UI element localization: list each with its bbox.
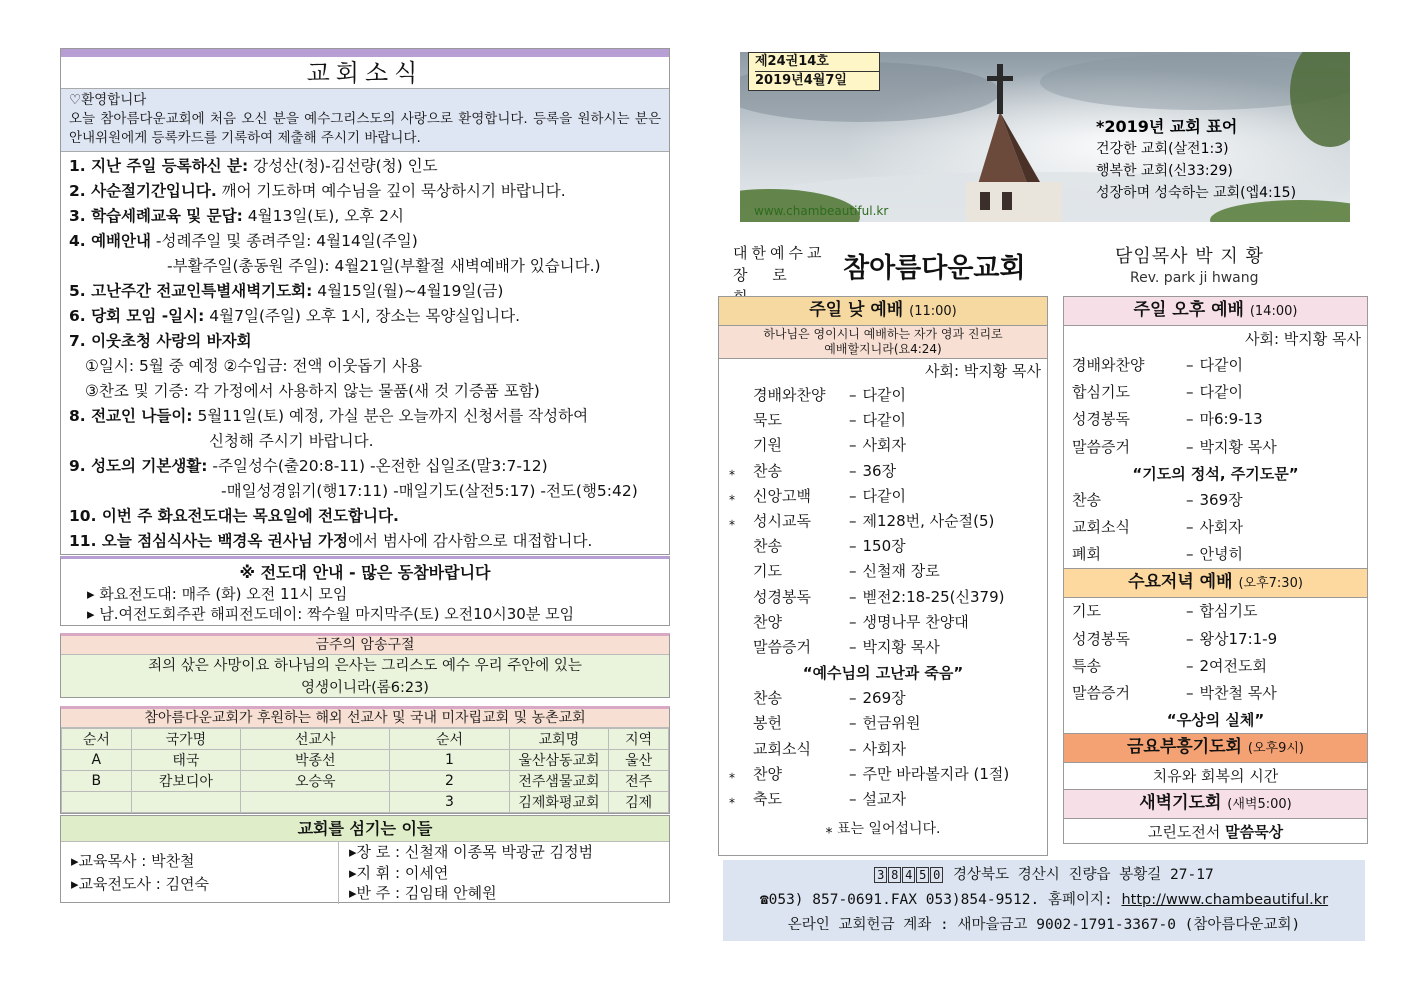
order-dash: – — [849, 436, 857, 455]
order-dash: – — [849, 689, 857, 708]
am-verse-line-2: 예배할지니라(요4:24) — [824, 342, 942, 356]
order-dash: – — [849, 714, 857, 733]
order-label: 교회소식 — [1072, 518, 1130, 537]
order-value: 2여전도회 — [1199, 656, 1268, 675]
table-cell: 김제 — [609, 792, 669, 813]
order-dash: – — [1186, 684, 1194, 703]
order-dash: – — [849, 386, 857, 404]
order-label: 성경봉독 — [1072, 410, 1130, 429]
order-dash: – — [1186, 602, 1194, 621]
table-cell: 2 — [390, 771, 509, 792]
table-cell: 캄보디아 — [131, 771, 240, 792]
order-value: 다같이 — [862, 386, 906, 404]
fri-time: (오후9시) — [1247, 741, 1304, 757]
wed-header — [1064, 568, 1367, 598]
banner-image — [740, 52, 1350, 222]
dawn-line-b: 말씀묵상 — [1225, 823, 1284, 842]
evangelism-line-2: ▸ 남.여전도회주관 해피전도데이: 짝수월 마지막주(토) 오전10시30분 모임 — [87, 605, 575, 623]
wed-time: (오후7:30) — [1238, 576, 1303, 592]
news-top-bar — [61, 49, 669, 57]
order-dash: – — [1186, 490, 1194, 509]
table-cell — [241, 792, 390, 813]
pm-order-list-2 — [1064, 487, 1367, 569]
table-cell: 오승욱 — [241, 771, 390, 792]
order-row — [1064, 541, 1367, 568]
servers-right-2: ▸지 휘 : 이세연 — [349, 863, 449, 882]
news-item-1-text: 강성산(청)-김선량(청) 인도 — [248, 157, 438, 175]
table-cell — [131, 792, 240, 813]
news-item-1-label: 1. 지난 주일 등록하신 분: — [69, 157, 249, 175]
order-value: 합심기도 — [1199, 602, 1258, 621]
order-label: 찬양 — [753, 764, 782, 783]
order-row — [719, 534, 1047, 559]
order-dash: – — [1186, 383, 1194, 402]
postal-digit: 4 — [902, 867, 915, 883]
news-item-2-label: 2. 사순절기간입니다. — [69, 182, 217, 200]
evangelism-box — [60, 556, 670, 626]
order-label: 특송 — [1072, 656, 1101, 675]
news-item-9-cont: -매일성경읽기(행17:11) -매일기도(살전5:17) -전도(행5:42) — [221, 482, 638, 500]
sunday-afternoon-service — [1063, 296, 1368, 844]
table-cell: 1 — [390, 750, 509, 771]
order-value: 사회자 — [862, 436, 906, 455]
servers-left-2: ▸교육전도사 : 김연숙 — [71, 875, 210, 893]
order-value: 안녕히 — [1199, 545, 1243, 564]
bank-line: 온라인 교회헌금 계좌 : 새마을금고 9002-1791-3367-0 (참아름다운교회) — [787, 917, 1301, 933]
phone-fax-text: ☎053) 857-0691.FAX 053)854-9512. 홈페이지: — [759, 892, 1122, 908]
motto-line-3: 성장하며 성숙하는 교회(엡4:15) — [1096, 185, 1297, 201]
order-dash: – — [849, 764, 857, 783]
wed-sermon-title: “우상의 실체” — [1166, 711, 1265, 730]
issue-info — [748, 52, 880, 91]
order-row — [1064, 352, 1367, 379]
order-value: 마6:9-13 — [1199, 410, 1263, 429]
order-row — [1064, 487, 1367, 514]
order-value: 왕상17:1-9 — [1199, 629, 1278, 648]
servers-box — [60, 815, 670, 903]
order-row — [719, 484, 1047, 509]
order-value: 269장 — [862, 689, 906, 708]
servers-body — [61, 842, 669, 904]
order-label: 폐회 — [1072, 545, 1101, 564]
denomination-line-1: 대한예수교 — [733, 244, 826, 262]
order-value: 벧전2:18-25(신379) — [862, 587, 1005, 606]
order-row — [719, 585, 1047, 610]
order-dash: – — [1186, 545, 1194, 564]
church-news-box — [60, 48, 670, 555]
news-item-10-text: 10. 이번 주 화요전도대는 목요일에 전도합니다. — [69, 507, 399, 525]
order-row — [1064, 626, 1367, 653]
news-item-11-label: 11. 오늘 점심식사는 백경옥 권사님 가정 — [69, 532, 349, 550]
order-value: 사회자 — [862, 739, 906, 758]
issue-volume: 제24권14호 — [755, 53, 879, 72]
order-label: 성시교독 — [753, 512, 811, 531]
am-sermon-title: “예수님의 고난과 죽음” — [802, 664, 964, 683]
fri-title: 금요부흥기도회 — [1127, 737, 1242, 758]
news-item-9 — [69, 454, 661, 479]
support-header: 순서 — [390, 729, 509, 750]
order-row — [719, 459, 1047, 484]
order-row — [1064, 598, 1367, 625]
order-dash: – — [849, 638, 857, 657]
order-label: 찬송 — [1072, 490, 1101, 509]
news-item-8-text: 5월11일(토) 예정, 가실 분은 오늘까지 신청서를 작성하여 — [192, 407, 589, 425]
order-row — [719, 509, 1047, 534]
pastor-name: 담임목사 박 지 황 — [1115, 246, 1264, 267]
order-dash: – — [849, 461, 857, 480]
am-time: (11:00) — [909, 304, 957, 319]
order-value: 369장 — [1199, 490, 1243, 509]
am-order-list-2 — [719, 686, 1047, 812]
banner-url: www.chambeautiful.kr — [754, 204, 889, 218]
order-value: 다같이 — [862, 411, 906, 430]
order-dash: – — [1186, 656, 1194, 675]
order-label: 성경봉독 — [1072, 629, 1130, 648]
pm-leader: 사회: 박지황 목사 — [1244, 330, 1361, 348]
order-label: 찬송 — [753, 461, 782, 480]
servers-right-3: ▸반 주 : 김임태 안혜원 — [349, 884, 497, 902]
wed-title: 수요저녁 예배 — [1128, 572, 1233, 593]
support-box — [60, 706, 670, 814]
news-item-5 — [69, 279, 661, 304]
order-row — [719, 408, 1047, 433]
news-title: 교회소식 — [61, 57, 669, 89]
order-label: 찬양 — [753, 612, 782, 631]
table-cell: 박종선 — [241, 750, 390, 771]
order-row — [719, 433, 1047, 458]
contact-footer — [723, 860, 1365, 941]
order-label: 교회소식 — [753, 739, 811, 758]
stand-marker: ⁎ — [729, 463, 735, 478]
news-item-5-label: 5. 고난주간 전교인특별새벽기도회: — [69, 282, 313, 300]
stand-marker: ⁎ — [729, 792, 735, 807]
order-value: 제128번, 사순절(5) — [862, 512, 995, 531]
order-dash: – — [849, 486, 857, 505]
order-dash: – — [849, 790, 857, 809]
am-header — [719, 297, 1047, 326]
order-value: 박지황 목사 — [1199, 437, 1277, 456]
order-value: 36장 — [862, 461, 897, 480]
news-item-1 — [69, 154, 661, 179]
order-dash: – — [849, 411, 857, 430]
order-value: 사회자 — [1199, 518, 1243, 537]
order-dash: – — [1186, 518, 1194, 537]
order-label: 찬송 — [753, 689, 782, 708]
order-label: 기원 — [753, 436, 782, 455]
am-title: 주일 낮 예배 — [809, 300, 904, 320]
order-label: 말씀증거 — [1072, 437, 1130, 456]
table-cell: B — [62, 771, 132, 792]
order-dash: – — [1186, 629, 1194, 648]
homepage-link[interactable]: http://www.chambeautiful.kr — [1121, 892, 1329, 908]
order-value: 신철재 장로 — [862, 562, 940, 581]
servers-left — [61, 842, 339, 904]
motto-line-2: 행복한 교회(신33:29) — [1096, 163, 1233, 179]
dawn-line-a: 고린도전서 — [1147, 823, 1226, 842]
dawn-header — [1064, 789, 1367, 819]
news-item-6-label: 6. 당회 모임 -일시: — [69, 307, 205, 325]
order-dash: – — [849, 587, 857, 606]
table-row — [62, 771, 669, 792]
order-label: 기도 — [1072, 602, 1101, 621]
order-label: 신앙고백 — [753, 486, 811, 505]
news-item-8-label: 8. 전교인 나들이: — [69, 407, 193, 425]
news-item-2 — [69, 179, 661, 204]
postal-digit: 0 — [930, 867, 943, 883]
order-row — [719, 737, 1047, 762]
pm-time: (14:00) — [1249, 304, 1298, 319]
news-item-10 — [69, 504, 661, 529]
table-cell: 전주 — [609, 771, 669, 792]
order-row — [719, 610, 1047, 635]
order-label: 말씀증거 — [1072, 684, 1130, 703]
order-dash: – — [1186, 356, 1194, 374]
pm-sermon-title: “기도의 정석, 주기도문” — [1132, 464, 1299, 483]
news-items — [61, 152, 669, 554]
support-header: 선교사 — [241, 729, 390, 750]
news-item-7-line1: ①일시: 5월 중 예정 ②수입금: 전액 이웃돕기 사용 — [85, 357, 423, 375]
address-line — [723, 863, 1365, 888]
order-label: 말씀증거 — [753, 638, 811, 657]
order-dash: – — [1186, 410, 1194, 429]
news-item-4-text: -성례주일 및 종려주일: 4월14일(주일) — [150, 232, 418, 250]
news-item-8-cont: 신청해 주시기 바랍니다. — [209, 432, 374, 450]
order-value: 주만 바라볼지라 (1절) — [862, 764, 1010, 783]
order-row — [719, 711, 1047, 736]
order-row — [719, 635, 1047, 660]
order-dash: – — [849, 562, 857, 581]
fri-header — [1064, 733, 1367, 763]
support-table — [61, 728, 669, 813]
support-header: 순서 — [62, 729, 132, 750]
news-item-5-text: 4월15일(월)~4월19일(금) — [312, 282, 504, 300]
table-cell: A — [62, 750, 132, 771]
memory-verse-line-2: 영생이니라(롬6:23) — [301, 680, 429, 696]
news-item-9-label: 9. 성도의 기본생활: — [69, 457, 208, 475]
motto-title: *2019년 교회 표어 — [1096, 117, 1238, 136]
news-item-7 — [69, 329, 661, 354]
news-item-3-text: 4월13일(토), 오후 2시 — [242, 207, 404, 225]
stand-marker: ⁎ — [729, 514, 735, 529]
postal-code — [874, 867, 944, 883]
evangelism-line-1: ▸ 화요전도대: 매주 (화) 오전 11시 모임 — [87, 585, 348, 603]
order-label: 기도 — [753, 562, 782, 581]
order-row — [719, 383, 1047, 408]
wed-order-list — [1064, 598, 1367, 707]
news-item-4-label: 4. 예배안내 — [69, 232, 151, 250]
order-value: 다같이 — [1199, 356, 1243, 374]
news-item-2-text: 깨어 기도하며 예수님을 깊이 묵상하시기 바랍니다. — [216, 182, 566, 200]
news-item-3 — [69, 204, 661, 229]
order-value: 다같이 — [1199, 383, 1243, 402]
table-cell: 울산 — [609, 750, 669, 771]
order-row — [1064, 653, 1367, 680]
table-cell — [62, 792, 132, 813]
order-row — [719, 762, 1047, 787]
address-text: 경상북도 경산시 진량읍 봉황길 27-17 — [944, 867, 1214, 883]
dawn-time: (새벽5:00) — [1227, 797, 1292, 813]
table-cell: 태국 — [131, 750, 240, 771]
fri-line: 치유와 회복의 시간 — [1152, 767, 1279, 786]
welcome-heading: ♡환영합니다 — [69, 92, 147, 108]
servers-right — [339, 842, 669, 904]
order-row — [1064, 379, 1367, 406]
order-label: 경배와찬양 — [753, 386, 826, 404]
memory-verse-title: 금주의 암송구절 — [61, 636, 669, 655]
welcome-text: 오늘 참아름다운교회에 처음 오신 분을 예수그리스도의 사랑으로 환영합니다. 등록을 원하시는 분은 안내위원에게 등록카드를 기록하여 제출해 주시기 바랍니다. — [69, 111, 661, 146]
issue-date: 2019년4월7일 — [755, 73, 847, 88]
pastor-name-english: Rev. park ji hwang — [1130, 270, 1259, 286]
news-item-6-text: 4월7일(주일) 오후 1시, 장소는 목양실입니다. — [204, 307, 521, 325]
servers-right-1: ▸장 로 : 신철재 이종목 박광균 김정범 — [349, 843, 594, 861]
pm-header — [1064, 297, 1367, 326]
stand-marker: ⁎ — [729, 766, 735, 781]
order-label: 경배와찬양 — [1072, 356, 1145, 374]
support-header-row — [62, 729, 669, 750]
news-item-8 — [69, 404, 661, 429]
denomination-line-2: 장 로 — [733, 266, 797, 284]
news-item-9-text: -주일성수(출20:8-11) -온전한 십일조(말3:7-12) — [207, 457, 548, 475]
sunday-morning-service — [718, 296, 1048, 856]
order-label: 묵도 — [753, 411, 782, 430]
am-verse — [719, 326, 1047, 359]
news-item-7-line2: ③찬조 및 기증: 각 가정에서 사용하지 않는 물품(새 것 기증품 포함) — [85, 382, 540, 400]
support-header: 교회명 — [509, 729, 609, 750]
order-dash: – — [849, 612, 857, 631]
dawn-line — [1064, 819, 1367, 845]
am-order-list — [719, 383, 1047, 660]
news-item-4-cont: -부활주일(총동원 주일): 4월21일(부활절 새벽예배가 있습니다.) — [167, 257, 601, 275]
stand-marker: ⁎ — [729, 488, 735, 503]
news-item-4 — [69, 229, 661, 254]
order-value: 박지황 목사 — [862, 638, 940, 657]
support-title: 참아름다운교회가 후원하는 해외 선교사 및 국내 미자립교회 및 농촌교회 — [61, 709, 669, 728]
news-item-7-label: 7. 이웃초청 사랑의 바자회 — [69, 332, 252, 350]
dawn-title: 새벽기도회 — [1139, 793, 1222, 814]
support-header: 국가명 — [131, 729, 240, 750]
postal-digit: 8 — [888, 867, 901, 883]
church-motto — [1096, 116, 1296, 204]
order-row — [719, 787, 1047, 812]
table-cell: 울산삼동교회 — [509, 750, 609, 771]
postal-digit: 5 — [916, 867, 929, 883]
table-cell: 전주샘물교회 — [509, 771, 609, 792]
pm-title: 주일 오후 예배 — [1133, 300, 1244, 320]
servers-title: 교회를 섬기는 이들 — [61, 816, 669, 842]
order-value: 다같이 — [862, 486, 906, 505]
pm-order-list — [1064, 352, 1367, 461]
order-value: 150장 — [862, 537, 906, 556]
servers-left-1: ▸교육목사 : 박찬철 — [71, 852, 195, 870]
order-dash: – — [849, 512, 857, 531]
order-label: 합심기도 — [1072, 383, 1130, 402]
order-row — [1064, 406, 1367, 433]
order-row — [1064, 434, 1367, 461]
order-label: 봉헌 — [753, 714, 782, 733]
memory-verse-box — [60, 633, 670, 698]
order-label: 축도 — [753, 790, 782, 809]
news-item-6 — [69, 304, 661, 329]
order-value: 생명나무 찬양대 — [862, 612, 969, 631]
table-cell: 김제화평교회 — [509, 792, 609, 813]
news-item-11 — [69, 529, 661, 554]
order-dash: – — [849, 739, 857, 758]
order-dash: – — [849, 537, 857, 556]
welcome-section — [61, 89, 669, 152]
news-item-11-text: 에서 범사에 감사함으로 대접합니다. — [348, 532, 593, 550]
order-row — [719, 686, 1047, 711]
order-label: 찬송 — [753, 537, 782, 556]
order-value: 설교자 — [862, 790, 906, 809]
memory-verse-line-1: 죄의 삯은 사망이요 하나님의 은사는 그리스도 예수 우리 주안에 있는 — [148, 658, 582, 674]
phone-line — [723, 888, 1365, 913]
order-value: 박찬철 목사 — [1199, 684, 1277, 703]
am-note: ⁎ 표는 일어섭니다. — [825, 821, 941, 838]
order-row — [1064, 680, 1367, 707]
table-row — [62, 792, 669, 813]
table-cell: 3 — [390, 792, 509, 813]
support-header: 지역 — [609, 729, 669, 750]
postal-digit: 3 — [874, 867, 887, 883]
order-row — [719, 559, 1047, 584]
order-dash: – — [1186, 437, 1194, 456]
order-value: 헌금위원 — [862, 714, 921, 733]
evangelism-title: ※ 전도대 안내 - 많은 동참바랍니다 — [239, 563, 491, 582]
church-name: 참아름다운교회 — [843, 253, 1026, 284]
motto-line-1: 건강한 교회(살전1:3) — [1096, 141, 1229, 157]
order-row — [1064, 514, 1367, 541]
am-leader: 사회: 박지황 목사 — [924, 362, 1041, 380]
am-verse-line-1: 하나님은 영이시니 예배하는 자가 영과 진리로 — [763, 327, 1003, 341]
order-label: 성경봉독 — [753, 587, 811, 606]
table-row — [62, 750, 669, 771]
news-item-3-label: 3. 학습세례교육 및 문답: — [69, 207, 243, 225]
